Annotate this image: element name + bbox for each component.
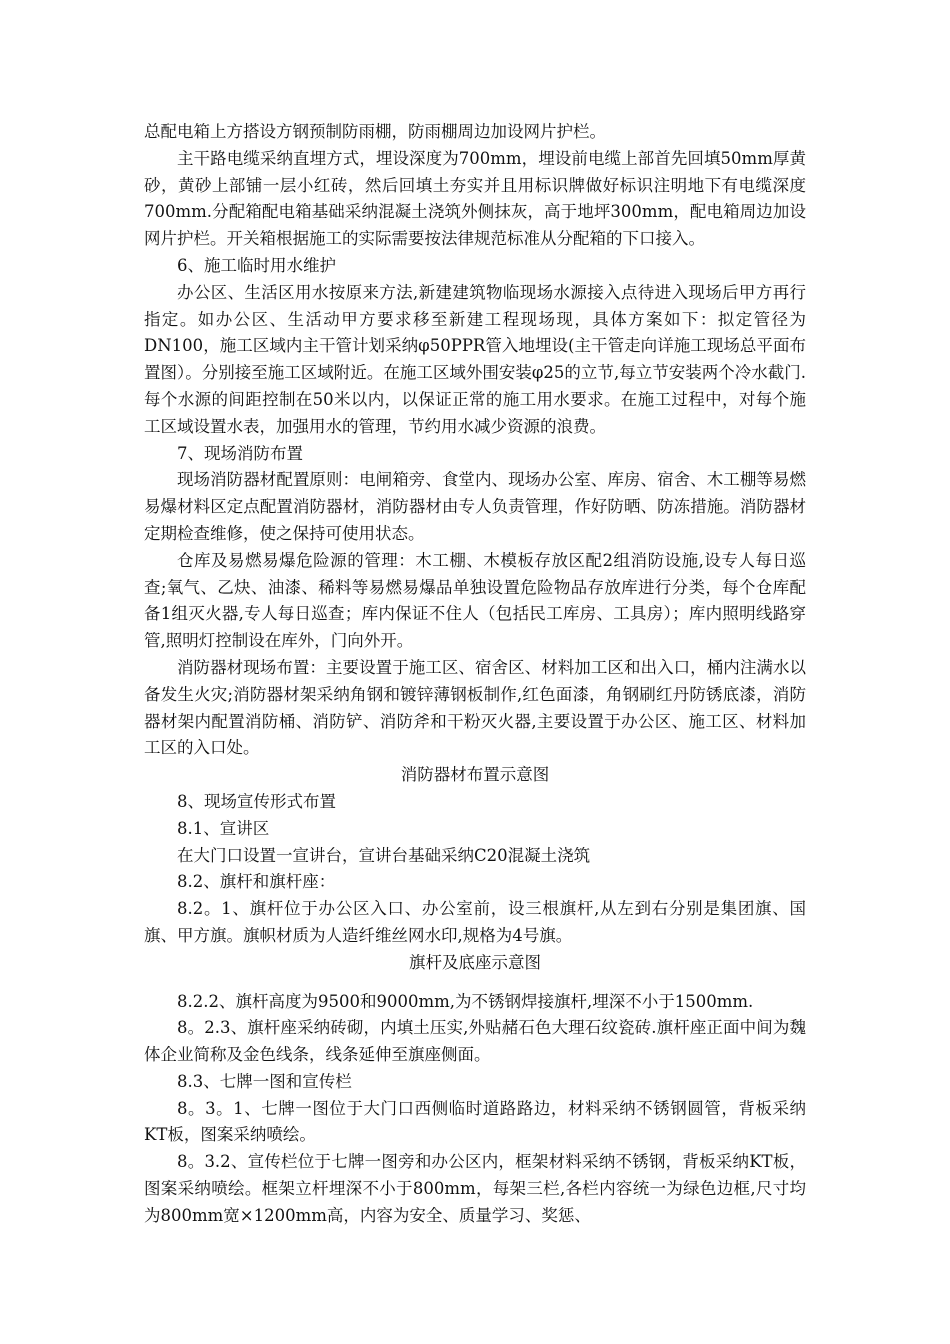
paragraph-cable-burial: 主干路电缆采纳直埋方式，埋设深度为700mm，埋设前电缆上部首先回填50mm厚黄砂，黄砂上部铺一层小红砖，然后回填土夯实并且用标识牌做好标识注明地下有电缆深度700mm.分配箱配电箱基础采纳混凝土浇筑外侧抹灰，高于地坪300mm，配电箱周边加设网片护栏。开关箱根据施工的实际需要按法律规范标准从分配箱的下口接入。	[144, 148, 806, 249]
paragraph-flagpole-height: 8.2.2、旗杆高度为9500和9000mm,为不锈钢焊接旗杆,埋深不小于1500mm.	[177, 991, 754, 1011]
document-page	[144, 119, 806, 1230]
paragraph-lecture-platform: 在大门口设置一宣讲台，宣讲台基础采纳C20混凝土浇筑	[177, 845, 591, 865]
paragraph-warehouse-management: 仓库及易燃易爆危险源的管理：木工棚、木模板存放区配2组消防设施,设专人每日巡查;氧气、乙炔、油漆、稀料等易燃易爆品单独设置危险物品存放库进行分类，每个仓库配备1组灭火器,专人每日巡查；库内保证不住人（包括民工库房、工具房）；库内照明线路穿管,照明灯控制设在库外，门向外开。	[144, 550, 806, 651]
paragraph-bulletin-board: 8。3.2、宣传栏位于七牌一图旁和办公区内，框架材料采纳不锈钢，背板采纳KT板，图案采纳喷绘。框架立杆埋深不小于800mm，每架三栏,各栏内容统一为绿色边框,尺寸均为800mm宽×1200mm高，内容为安全、质量学习、奖惩、	[144, 1152, 806, 1225]
paragraph-water-supply: 办公区、生活区用水按原来方法,新建建筑物临现场水源接入点待进入现场后甲方再行指定。如办公区、生活动甲方要求移至新建工程现场现，具体方案如下：拟定管径为DN100，施工区域内主干管计划采纳φ50PPR管入地埋设(主干管走向详施工现场总平面布置图）。分别接至施工区域附近。在施工区域外围安装φ25的立节,每立节安装两个冷水截门.每个水源的间距控制在50米以内，以保证正常的施工用水要求。在施工过程中，对每个施工区域设置水表，加强用水的管理，节约用水减少资源的浪费。	[144, 282, 806, 436]
section-heading-water: 6、施工临时用水维护	[177, 255, 336, 275]
paragraph-rain-shelter: 总配电箱上方搭设方钢预制防雨棚，防雨棚周边加设网片护栏。	[144, 122, 606, 141]
figure-gap	[144, 977, 806, 989]
figure-caption-flagpole: 旗杆及底座示意图	[409, 952, 541, 972]
subheading-lecture-area: 8.1、宣讲区	[177, 818, 270, 838]
subheading-flagpole: 8.2、旗杆和旗杆座：	[177, 872, 336, 892]
paragraph-flagpole-location: 8.2。1、旗杆位于办公区入口、办公室前，设三根旗杆,从左到右分别是集团旗、国旗、甲方旗。旗帜材质为人造纤维丝网水印,规格为4号旗。	[144, 899, 806, 945]
figure-caption-fire-equipment: 消防器材布置示意图	[400, 765, 550, 785]
subheading-seven-boards: 8.3、七牌一图和宣传栏	[177, 1071, 352, 1091]
section-heading-publicity: 8、现场宣传形式布置	[177, 791, 336, 811]
section-heading-fire: 7、现场消防布置	[177, 443, 303, 463]
paragraph-seven-boards: 8。3。1、七牌一图位于大门口西侧临时道路路边，材料采纳不锈钢圆管，背板采纳KT板，图案采纳喷绘。	[144, 1098, 806, 1145]
paragraph-fire-equipment-layout: 消防器材现场布置：主要设置于施工区、宿舍区、材料加工区和出入口，桶内注满水以备发生火灾;消防器材架采纳角钢和镀锌薄钢板制作,红色面漆，角钢刷红丹防锈底漆，消防器材架内配置消防桶、消防铲、消防斧和干粉灭火器,主要设置于办公区、施工区、材料加工区的入口处。	[144, 657, 806, 758]
paragraph-fire-equipment-principle: 现场消防器材配置原则：电闸箱旁、食堂内、现场办公室、库房、宿舍、木工棚等易燃易爆材料区定点配置消防器材，消防器材由专人负责管理，作好防晒、防冻措施。消防器材定期检查维修，使之保持可使用状态。	[144, 470, 806, 543]
paragraph-flagpole-base: 8。2.3、旗杆座采纳砖砌，内填土压实,外贴赭石色大理石纹瓷砖.旗杆座正面中间为魏体企业简称及金色线条，线条延伸至旗座侧面。	[144, 1018, 806, 1065]
